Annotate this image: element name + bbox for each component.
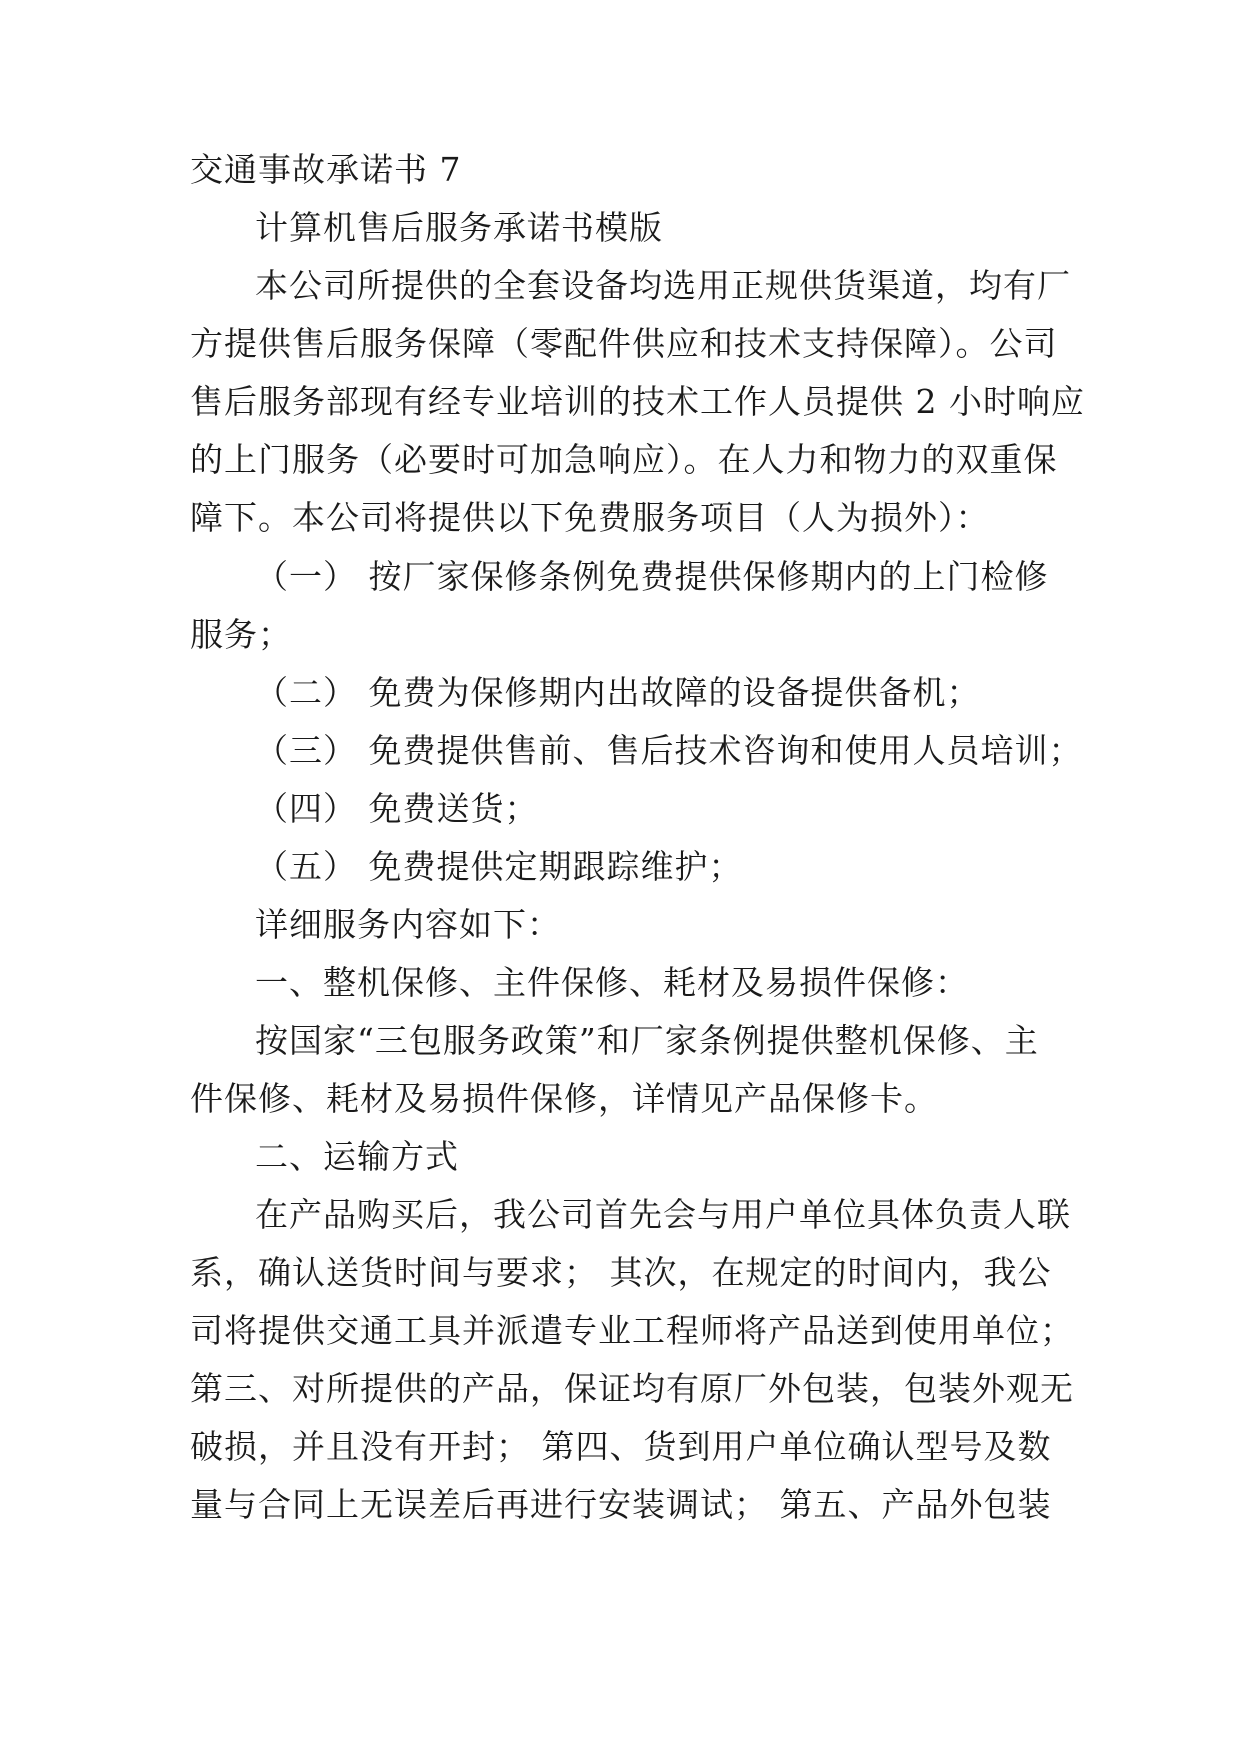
section-heading: 一、整机保修、主件保修、耗材及易损件保修： (255, 963, 969, 1002)
list-item: （三） 免费提供售前、售后技术咨询和使用人员培训； (255, 731, 1083, 770)
paragraph-line: 量与合同上无误差后再进行安装调试； 第五、产品外包装 (190, 1485, 1052, 1524)
paragraph-line: 系，确认送货时间与要求； 其次，在规定的时间内，我公 (190, 1253, 1052, 1292)
paragraph-line: 障下。本公司将提供以下免费服务项目（人为损外）： (190, 498, 990, 537)
list-item: （一） 按厂家保修条例免费提供保修期内的上门检修 (255, 557, 1049, 596)
paragraph-line: 本公司所提供的全套设备均选用正规供货渠道，均有厂 (255, 266, 1071, 305)
paragraph-line: 按国家“三包服务政策”和厂家条例提供整机保修、主 (255, 1021, 1039, 1060)
list-item: （二） 免费为保修期内出故障的设备提供备机； (255, 673, 981, 712)
paragraph-line: 售后服务部现有经专业培训的技术工作人员提供 2 小时响应 (190, 382, 1085, 421)
document-heading: 交通事故承诺书 7 (190, 150, 462, 189)
section-heading: 二、运输方式 (255, 1137, 459, 1176)
paragraph-line: 在产品购买后，我公司首先会与用户单位具体负责人联 (255, 1195, 1071, 1234)
paragraph-line: 司将提供交通工具并派遣专业工程师将产品送到使用单位； (190, 1311, 1074, 1350)
paragraph-line: 第三、对所提供的产品，保证均有原厂外包装，包装外观无 (190, 1369, 1074, 1408)
paragraph-line: 方提供售后服务保障（零配件供应和技术支持保障）。公司 (190, 324, 1058, 363)
list-item: （五） 免费提供定期跟踪维护； (255, 847, 743, 886)
list-item-continuation: 服务； (190, 615, 292, 654)
section-intro: 详细服务内容如下： (255, 905, 561, 944)
paragraph-line: 的上门服务（必要时可加急响应）。在人力和物力的双重保 (190, 440, 1058, 479)
paragraph-line: 件保修、耗材及易损件保修，详情见产品保修卡。 (190, 1079, 938, 1118)
list-item: （四） 免费送货； (255, 789, 539, 828)
document-title: 计算机售后服务承诺书模版 (255, 208, 663, 247)
paragraph-line: 破损，并且没有开封； 第四、货到用户单位确认型号及数 (190, 1427, 1052, 1466)
